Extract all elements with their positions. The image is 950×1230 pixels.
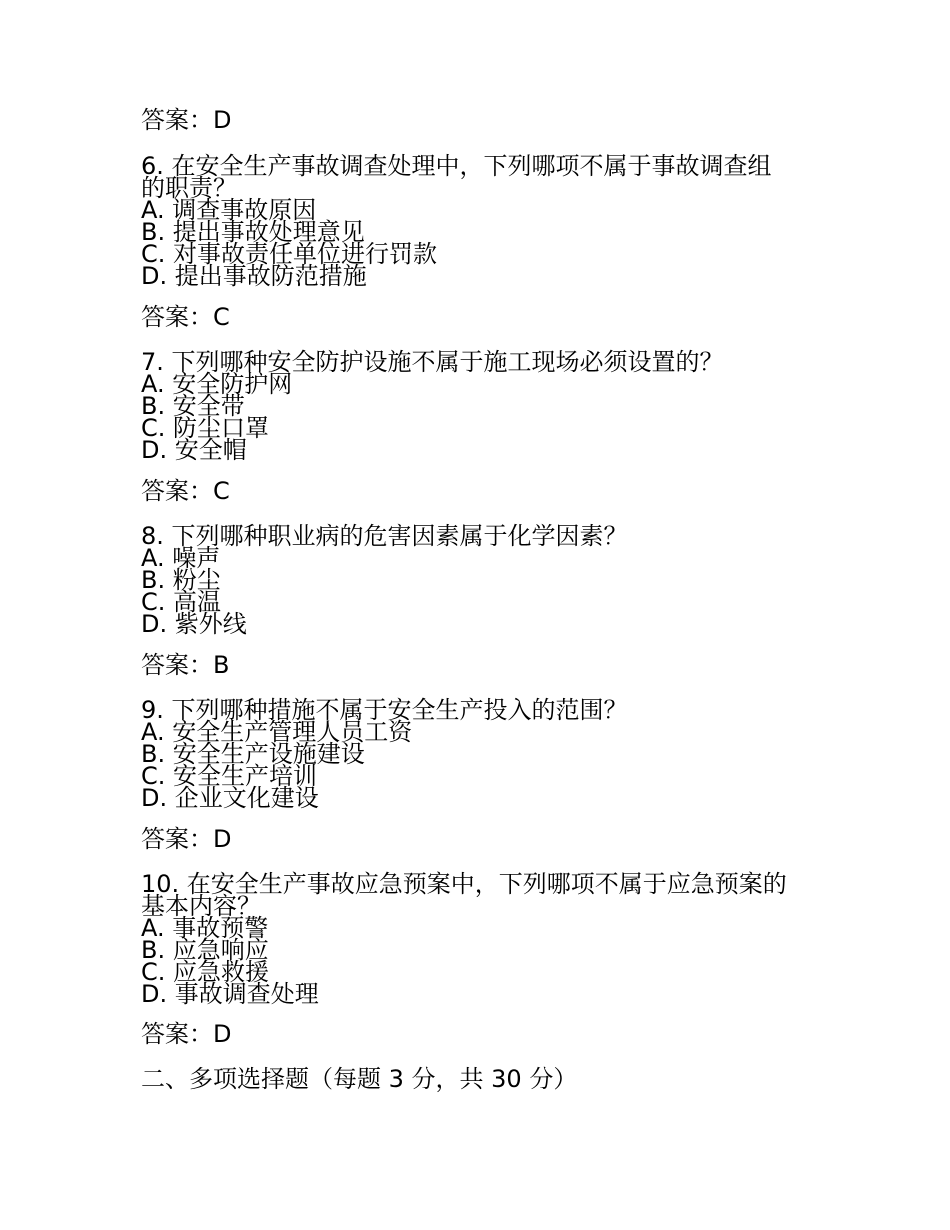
question-6-option-a: A. 调查事故原因 xyxy=(141,196,317,224)
question-6-line-2: 的职责？ xyxy=(141,174,237,202)
question-8-option-c: C. 高温 xyxy=(141,588,222,616)
question-7-option-d: D. 安全帽 xyxy=(141,436,247,464)
question-7-option-a: A. 安全防护网 xyxy=(141,370,293,398)
question-8-option-b: B. 粉尘 xyxy=(141,566,221,594)
question-9-option-c: C. 安全生产培训 xyxy=(141,762,318,790)
question-6-option-d: D. 提出事故防范措施 xyxy=(141,262,367,290)
question-10-option-b: B. 应急响应 xyxy=(141,936,269,964)
answer-8: 答案：B xyxy=(141,651,230,679)
answer-6: 答案：C xyxy=(141,303,230,331)
question-7: 7. 下列哪种安全防护设施不属于施工现场必须设置的？ xyxy=(141,348,724,376)
question-6-option-b: B. 提出事故处理意见 xyxy=(141,218,365,246)
question-7-option-b: B. 安全带 xyxy=(141,392,245,420)
question-6-option-c: C. 对事故责任单位进行罚款 xyxy=(141,240,438,268)
question-7-option-c: C. 防尘口罩 xyxy=(141,414,270,442)
question-10-option-d: D. 事故调查处理 xyxy=(141,980,319,1008)
question-8: 8. 下列哪种职业病的危害因素属于化学因素？ xyxy=(141,522,628,550)
answer-10: 答案：D xyxy=(141,1020,232,1048)
answer-prev: 答案：D xyxy=(141,106,232,134)
question-9-option-b: B. 安全生产设施建设 xyxy=(141,740,365,768)
question-9-option-a: A. 安全生产管理人员工资 xyxy=(141,718,413,746)
question-10-line-2: 基本内容？ xyxy=(141,892,261,920)
question-10-option-a: A. 事故预警 xyxy=(141,914,269,942)
question-10-line-1: 10. 在安全生产事故应急预案中，下列哪项不属于应急预案的 xyxy=(141,870,787,898)
question-10-option-c: C. 应急救援 xyxy=(141,958,270,986)
question-9: 9. 下列哪种措施不属于安全生产投入的范围？ xyxy=(141,696,628,724)
section-heading-multiple-choice: 二、多项选择题（每题 3 分，共 30 分） xyxy=(141,1065,578,1093)
answer-7: 答案：C xyxy=(141,477,230,505)
question-9-option-d: D. 企业文化建设 xyxy=(141,784,319,812)
question-6-line-1: 6. 在安全生产事故调查处理中，下列哪项不属于事故调查组 xyxy=(141,152,772,180)
answer-9: 答案：D xyxy=(141,825,232,853)
question-8-option-d: D. 紫外线 xyxy=(141,610,247,638)
question-8-option-a: A. 噪声 xyxy=(141,544,221,572)
